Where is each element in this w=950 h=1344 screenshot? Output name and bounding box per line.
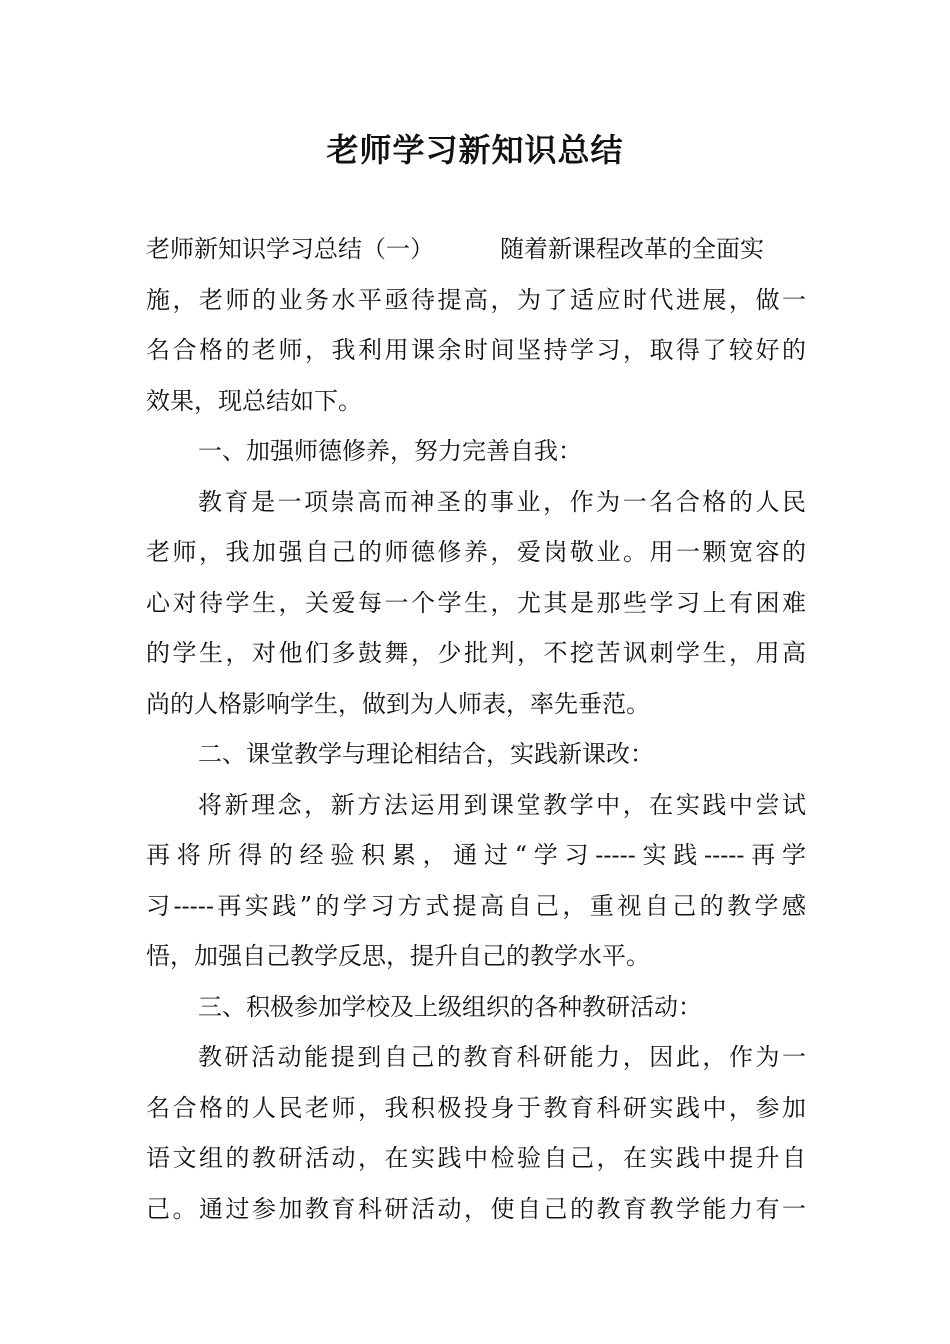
body-line: 名合格的老师，我利用课余时间坚持学习，取得了较好的 [146,336,806,364]
body-line: 心对待学生，关爱每一个学生，尤其是那些学习上有困难 [146,588,806,617]
body-line [146,224,806,275]
body-text-segment: 随着新课程改革的全面实 [500,235,764,263]
section-heading-one: 老师新知识学习总结（一） [146,235,434,263]
body-line: 施，老师的业务水平亟待提高，为了适应时代进展，做一 [146,285,806,314]
document-title: 老师学习新知识总结 [326,131,624,169]
section-heading: 一、加强师德修养，努力完善自我： [198,437,582,465]
body-line: 语文组的教研活动，在实践中检验自己，在实践中提升自 [146,1144,806,1172]
body-line: 再将所得的经验积累，通过“学习-----实践-----再学 [146,841,806,869]
document-body [146,224,806,1234]
section-heading: 三、积极参加学校及上级组织的各种教研活动： [198,992,702,1021]
body-line: 尚的人格影响学生，做到为人师表，率先垂范。 [146,689,650,718]
body-line: 习-----再实践”的学习方式提高自己，重视自己的教学感 [146,891,806,920]
body-line: 悟，加强自己教学反思，提升自己的教学水平。 [146,942,650,970]
body-line: 将新理念，新方法运用到课堂教学中，在实践中尝试 [198,790,806,819]
body-line: 己。通过参加教育科研活动，使自己的教育教学能力有一 [146,1194,806,1223]
body-line: 的学生，对他们多鼓舞，少批判，不挖苦讽刺学生，用高 [146,639,806,667]
body-line: 老师，我加强自己的师德修养，爱岗敬业。用一颗宽容的 [146,538,806,566]
body-line: 名合格的人民老师，我积极投身于教育科研实践中，参加 [146,1093,806,1122]
section-heading: 二、课堂教学与理论相结合，实践新课改： [198,740,654,768]
body-line: 效果，现总结如下。 [146,386,362,415]
body-line: 教研活动能提到自己的教育科研能力，因此，作为一 [198,1043,806,1071]
body-line: 教育是一项崇高而神圣的事业，作为一名合格的人民 [198,487,806,516]
